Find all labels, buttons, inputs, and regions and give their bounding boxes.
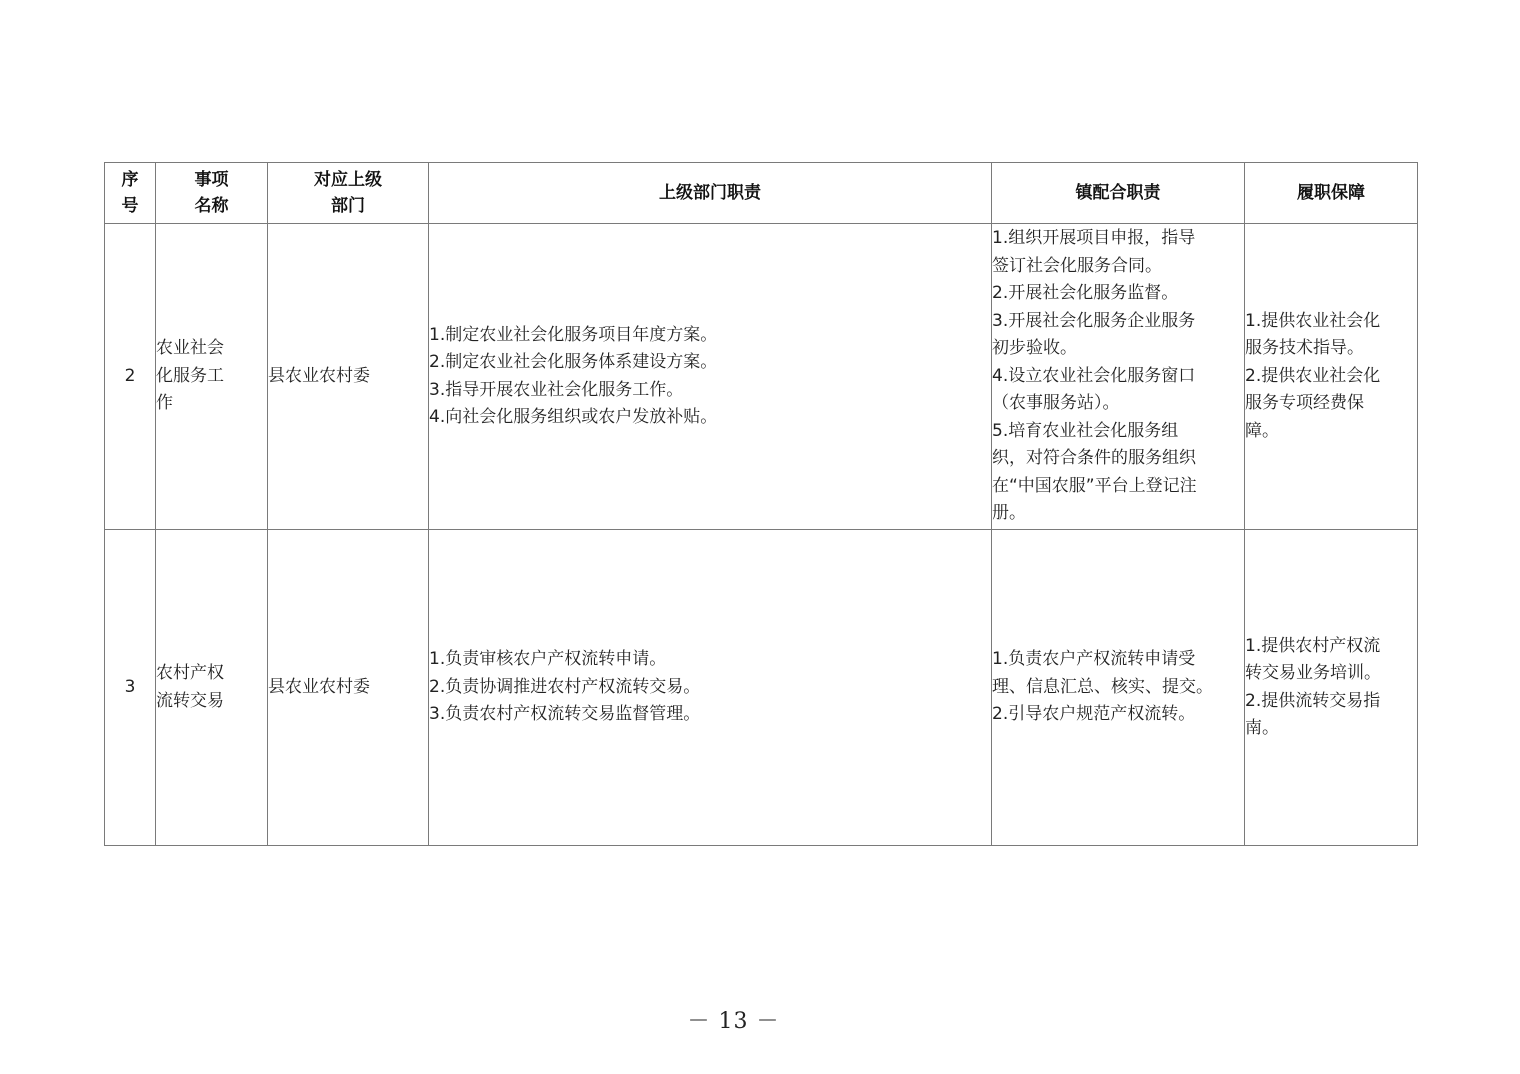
- row-dept: 县农业农村委: [268, 224, 429, 530]
- duty-table: [104, 162, 1418, 846]
- row-town-duty: 1.负责农户产权流转申请受 理、信息汇总、核实、提交。 2.引导农户规范产权流转。: [992, 530, 1245, 846]
- header-item-name: 事项 名称: [156, 163, 268, 224]
- row-guarantee: 1.提供农业社会化 服务技术指导。 2.提供农业社会化 服务专项经费保 障。: [1245, 224, 1418, 530]
- header-town-duty: 镇配合职责: [992, 163, 1245, 224]
- page-number: － 13 －: [687, 1009, 780, 1034]
- header-upper-dept: 对应上级 部门: [268, 163, 429, 224]
- header-guarantee: 履职保障: [1245, 163, 1418, 224]
- header-seq: 序 号: [105, 163, 156, 224]
- row-guarantee: 1.提供农村产权流 转交易业务培训。 2.提供流转交易指 南。: [1245, 530, 1418, 846]
- row-town-duty: 1.组织开展项目申报，指导 签订社会化服务合同。 2.开展社会化服务监督。 3.开展社会化服务企业服务 初步验收。 4.设立农业社会化服务窗口 （农事服务站）。 5.培育农业社会化服务组 织，对符合条件的服务组织 在“中国农服”平台上登记注 册。: [992, 224, 1245, 530]
- row-item-name: 农村产权 流转交易: [156, 530, 268, 846]
- row-seq: 2: [105, 224, 156, 530]
- row-upper-duty: 1.负责审核农户产权流转申请。 2.负责协调推进农村产权流转交易。 3.负责农村产权流转交易监督管理。: [429, 530, 992, 846]
- table-header-row: [105, 163, 1418, 224]
- table-row: [105, 530, 1418, 846]
- table-row: [105, 224, 1418, 530]
- row-seq: 3: [105, 530, 156, 846]
- row-upper-duty: 1.制定农业社会化服务项目年度方案。 2.制定农业社会化服务体系建设方案。 3.指导开展农业社会化服务工作。 4.向社会化服务组织或农户发放补贴。: [429, 224, 992, 530]
- header-upper-duty: 上级部门职责: [429, 163, 992, 224]
- row-item-name: 农业社会 化服务工 作: [156, 224, 268, 530]
- row-dept: 县农业农村委: [268, 530, 429, 846]
